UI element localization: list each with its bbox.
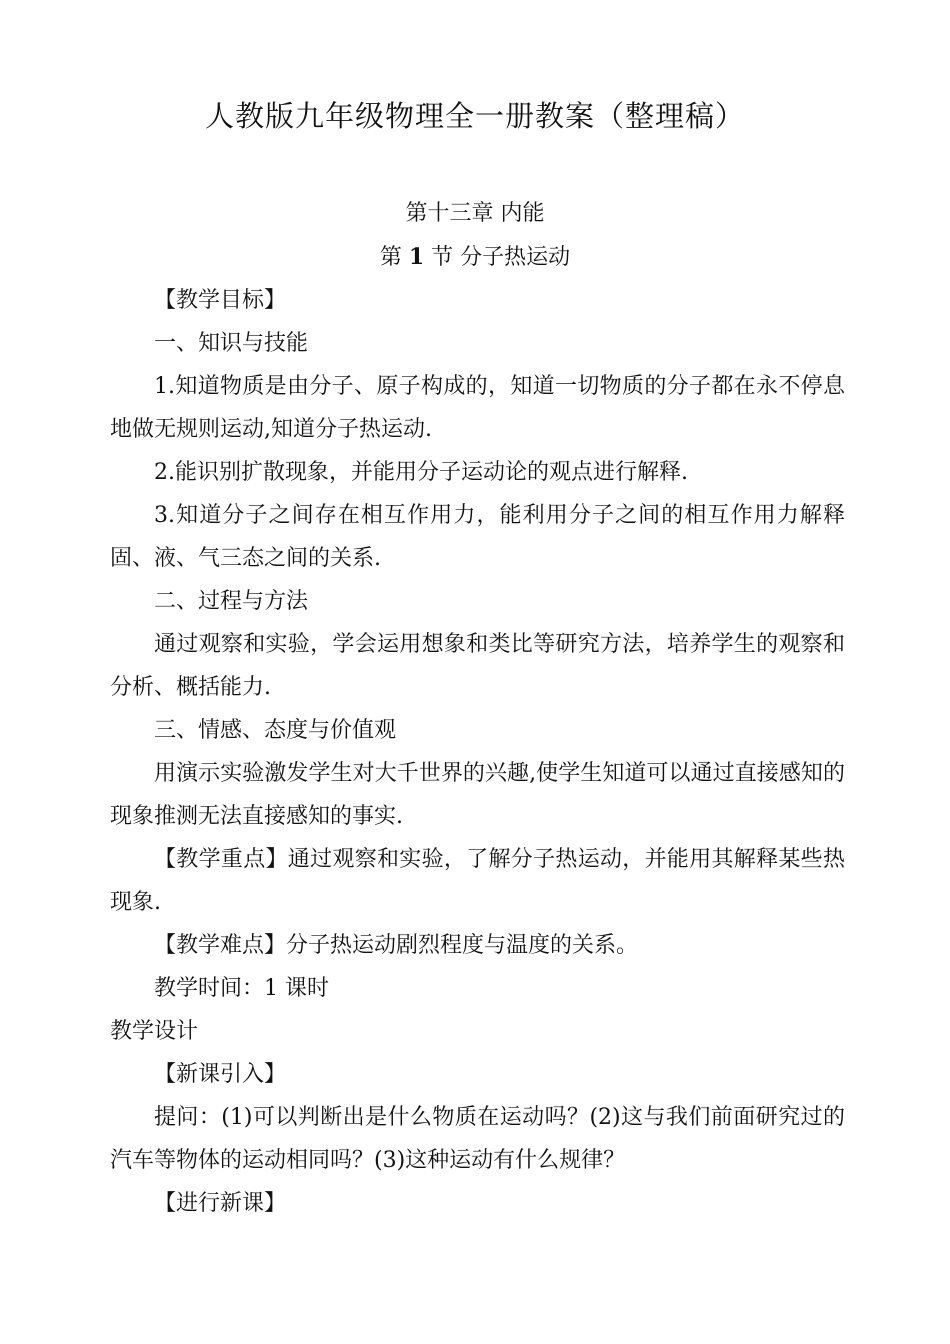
teaching-difficulty: 【教学难点】分子热运动剧烈程度与温度的关系。 [154, 933, 639, 958]
emotion-values-heading: 三、情感、态度与价值观 [154, 718, 397, 743]
document-title: 人教版九年级物理全一册教案（整理稿） [204, 99, 745, 133]
questions-text: 提问：(1)可以判断出是什么物质在运动吗？(2)这与我们前面研究过的汽车等物体的运动相同吗？(3)这种运动有什么规律？ [110, 1105, 845, 1173]
section-title: 节 分子热运动 [424, 245, 571, 270]
objective-item-1: 1.知道物质是由分子、原子构成的，知道一切物质的分子都在永不停息地做无规则运动,知道分子热运动. [110, 374, 845, 442]
emotion-values-text: 用演示实验激发学生对大千世界的兴趣,使学生知道可以通过直接感知的现象推测无法直接感知的事实. [110, 761, 845, 829]
teaching-design-heading: 教学设计 [110, 1019, 199, 1044]
process-method-heading: 二、过程与方法 [154, 589, 309, 614]
objective-item-3: 3.知道分子之间存在相互作用力，能利用分子之间的相互作用力解释固、液、气三态之间的关系. [110, 503, 845, 571]
objective-item-2: 2.能识别扩散现象，并能用分子运动论的观点进行解释. [154, 460, 688, 485]
section-number: 1 [408, 244, 425, 270]
teaching-objectives-heading: 【教学目标】 [154, 288, 287, 313]
new-lesson-heading: 【进行新课】 [154, 1191, 287, 1216]
teaching-time: 教学时间：1 课时 [154, 976, 329, 1001]
chapter-heading: 第十三章 内能 [405, 201, 545, 226]
knowledge-skills-heading: 一、知识与技能 [154, 331, 309, 356]
section-prefix: 第 [379, 245, 409, 270]
new-lesson-intro-heading: 【新课引入】 [154, 1062, 287, 1087]
process-method-text: 通过观察和实验，学会运用想象和类比等研究方法，培养学生的观察和分析、概括能力. [110, 632, 845, 700]
teaching-focus: 【教学重点】通过观察和实验，了解分子热运动，并能用其解释某些热现象. [110, 847, 845, 915]
section-heading [0, 241, 950, 274]
